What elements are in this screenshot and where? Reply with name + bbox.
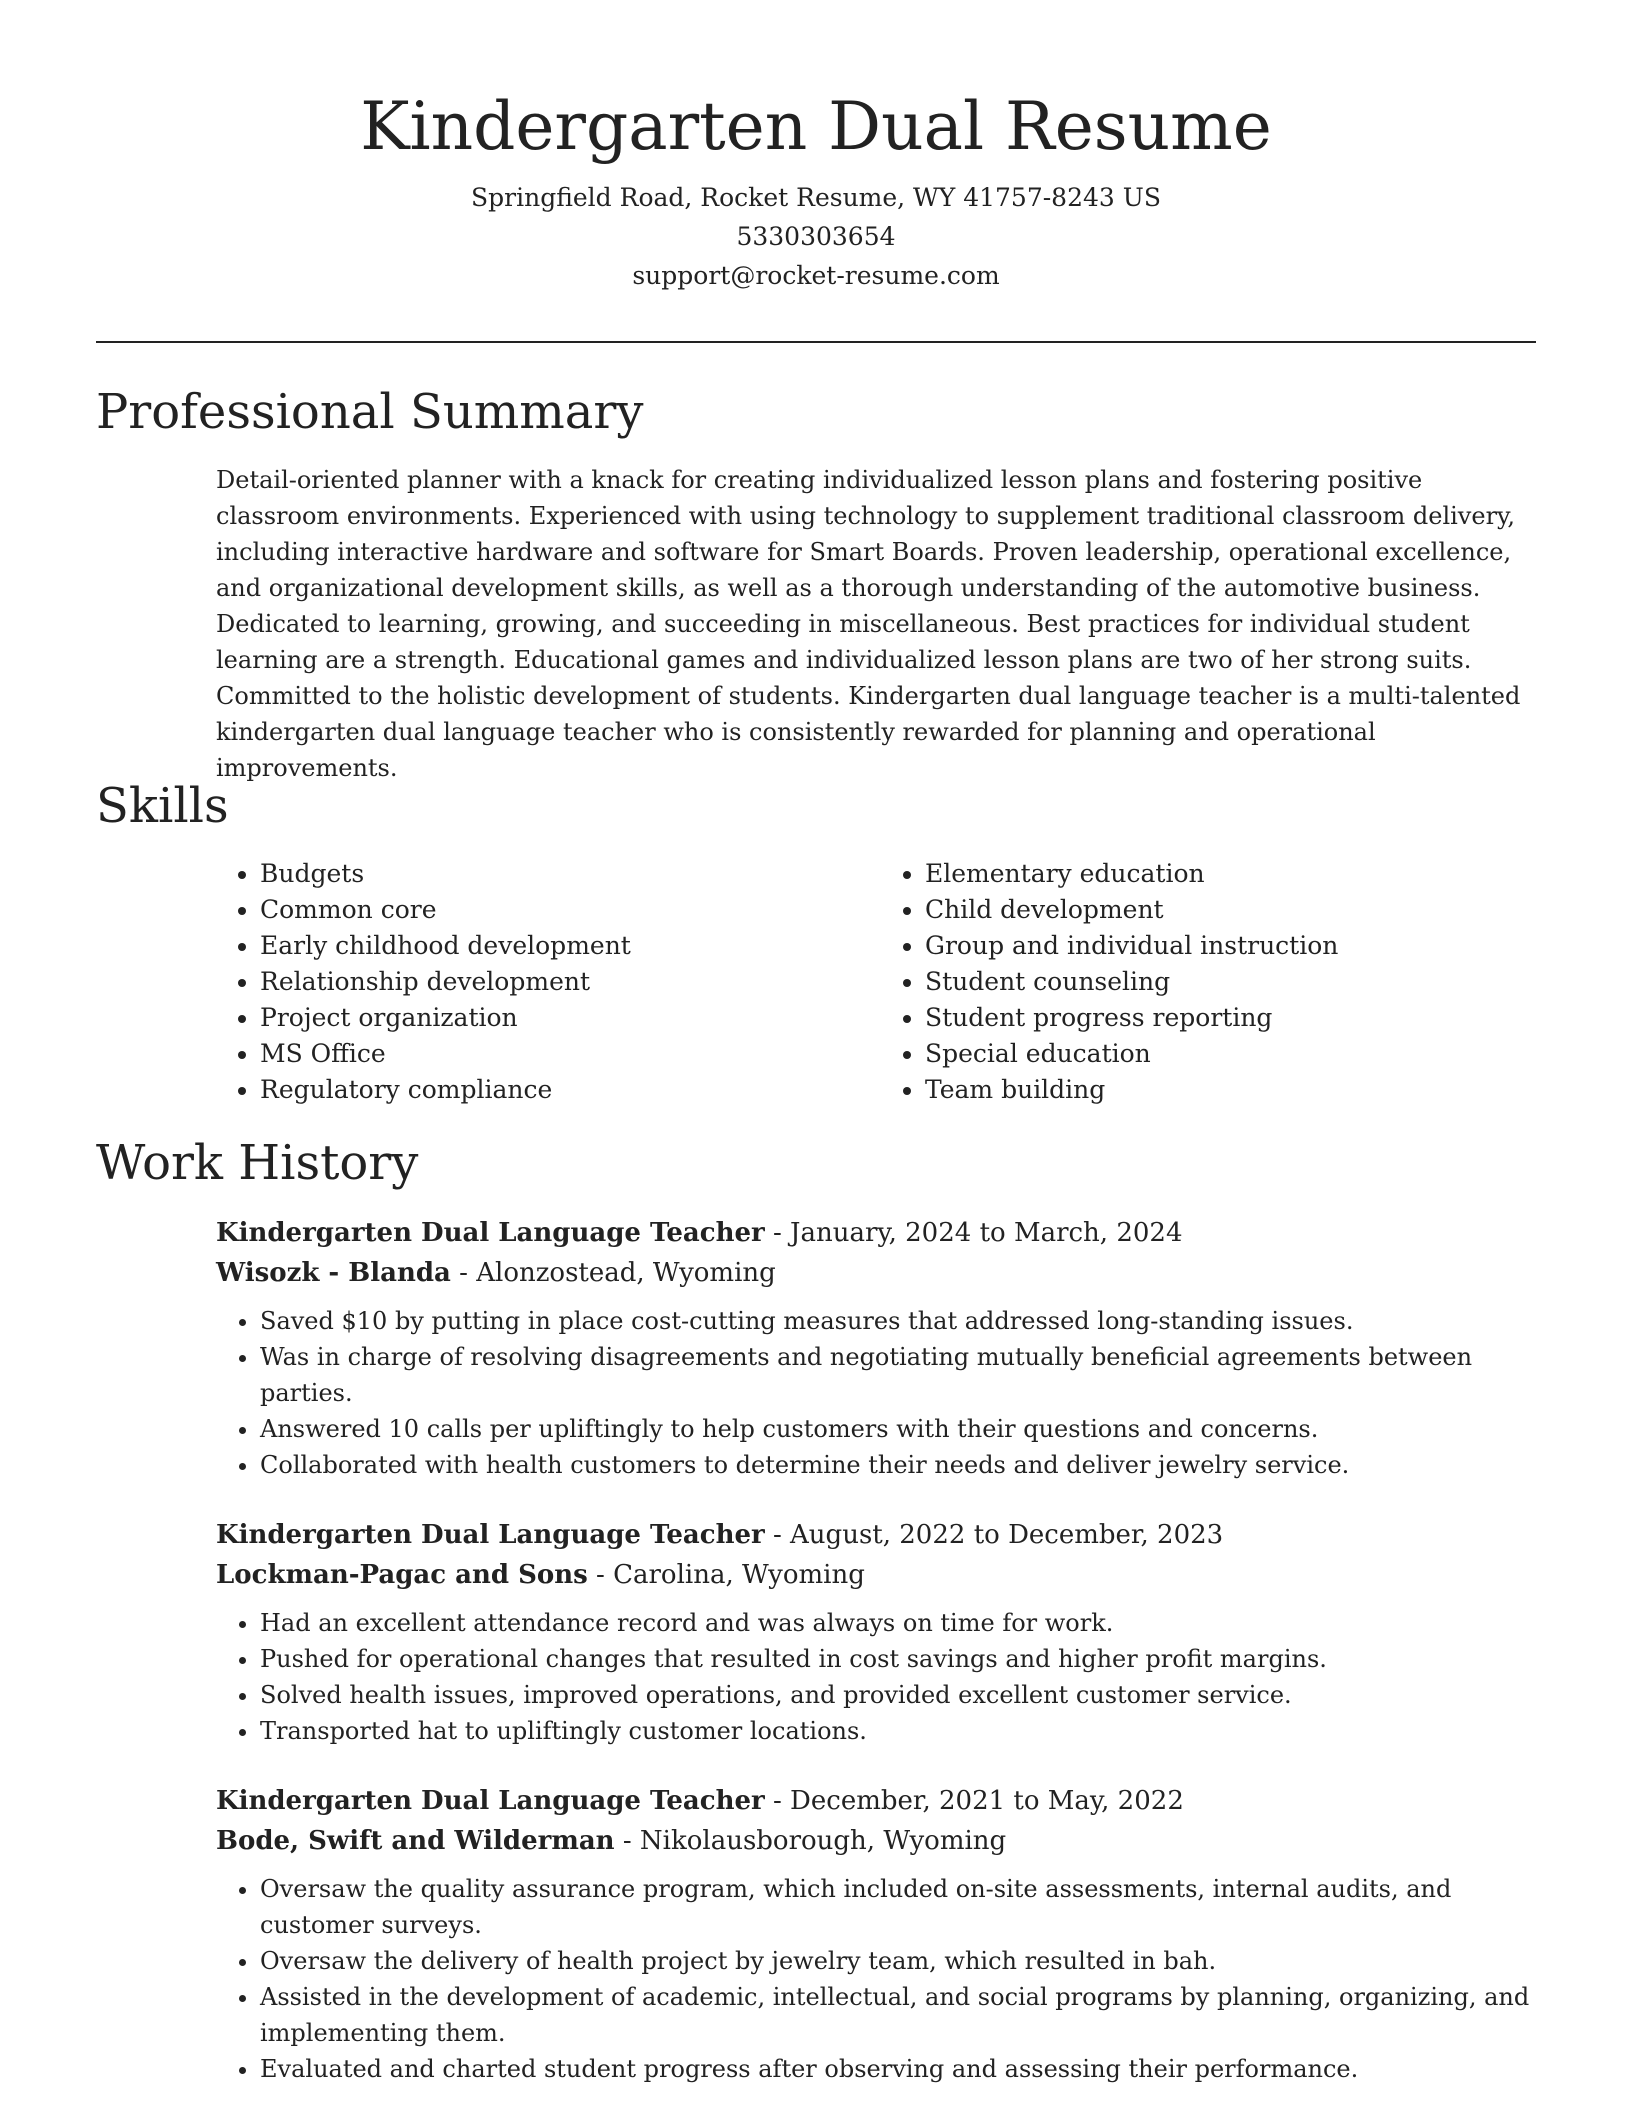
skill-item: • MS Office (260, 1036, 881, 1072)
email: support@rocket-resume.com (632, 261, 1000, 290)
skill-item: • Team building (925, 1072, 1546, 1108)
skill-item: • Elementary education (925, 856, 1546, 892)
job-employer-line (216, 1821, 1546, 1861)
summary-heading: Professional Summary (96, 384, 644, 440)
job-bullets (216, 1871, 1546, 2087)
job-bullet: • Had an excellent attendance record and was always on time for work. (260, 1605, 1546, 1641)
contact-block (0, 178, 1632, 295)
job-title: Kindergarten Dual Language Teacher (216, 1218, 765, 1248)
skill-item: • Special education (925, 1036, 1546, 1072)
job-title-line (216, 1515, 1546, 1555)
job-bullet: • Pushed for operational changes that resulted in cost savings and higher profit margins. (260, 1641, 1546, 1677)
job-location: - Nikolausborough, Wyoming (614, 1826, 1007, 1856)
job-bullets (216, 1605, 1546, 1749)
job-entry (216, 1515, 1546, 1749)
candidate-name: Kindergarten Dual Resume (360, 88, 1272, 165)
job-bullets (216, 1303, 1546, 1483)
skill-item: • Student progress reporting (925, 1000, 1546, 1036)
job-dates: - August, 2022 to December, 2023 (764, 1520, 1224, 1550)
job-bullet: • Transported hat to upliftingly customer locations. (260, 1713, 1546, 1749)
skill-item: • Regulatory compliance (260, 1072, 881, 1108)
summary-text: Detail-oriented planner with a knack for creating individualized lesson plans and fostering positive classroom environments. Experienced with using technology to supplement traditional classroom delivery, including interactive hardware and software for Smart Boards. Proven leadership, operational excellence, and organizational development skills, as well as a thorough understanding of the automotive business. Dedicated to learning, growing, and succeeding in miscellaneous. Best practices for individual student learning are a strength. Educational games and individualized lesson plans are two of her strong suits. Committed to the holistic development of students. Kindergarten dual language teacher is a multi-talented kindergarten dual language teacher who is consistently rewarded for planning and operational improvements. (216, 466, 1521, 782)
phone: 5330303654 (736, 222, 896, 251)
job-bullet: • Answered 10 calls per upliftingly to help customers with their questions and concerns. (260, 1411, 1546, 1447)
job-employer-line (216, 1555, 1546, 1595)
skill-item: • Group and individual instruction (925, 928, 1546, 964)
job-title-line (216, 1781, 1546, 1821)
job-dates: - January, 2024 to March, 2024 (764, 1218, 1183, 1248)
skill-item: • Budgets (260, 856, 881, 892)
work-history-heading: Work History (96, 1135, 419, 1191)
job-entry (216, 1781, 1546, 2087)
skills-list (216, 856, 1546, 1108)
skill-item: • Project organization (260, 1000, 881, 1036)
job-employer-line (216, 1253, 1546, 1293)
job-location: - Carolina, Wyoming (587, 1560, 865, 1590)
job-bullet: • Solved health issues, improved operations, and provided excellent customer service. (260, 1677, 1546, 1713)
address: Springfield Road, Rocket Resume, WY 41757-8243 US (471, 183, 1161, 212)
resume-header (0, 0, 1632, 295)
job-title: Kindergarten Dual Language Teacher (216, 1786, 765, 1816)
skill-item: • Student counseling (925, 964, 1546, 1000)
job-bullet: • Evaluated and charted student progress after observing and assessing their performance. (260, 2051, 1546, 2087)
skill-item: • Common core (260, 892, 881, 928)
employer-name: Lockman-Pagac and Sons (216, 1560, 588, 1590)
job-bullet: • Collaborated with health customers to determine their needs and deliver jewelry service. (260, 1447, 1546, 1483)
employer-name: Wisozk - Blanda (216, 1258, 451, 1288)
skills-column-left (216, 856, 881, 1108)
skills-column-right (881, 856, 1546, 1108)
skill-item: • Relationship development (260, 964, 881, 1000)
job-dates: - December, 2021 to May, 2022 (764, 1786, 1184, 1816)
skills-heading: Skills (96, 778, 229, 834)
job-entry (216, 1213, 1546, 1483)
work-history-list (216, 1213, 1546, 2119)
header-divider (96, 341, 1536, 343)
job-bullet: • Oversaw the quality assurance program, which included on-site assessments, internal audits, and customer surveys. (260, 1871, 1546, 1943)
job-bullet: • Was in charge of resolving disagreements and negotiating mutually beneficial agreements between parties. (260, 1339, 1546, 1411)
employer-name: Bode, Swift and Wilderman (216, 1826, 615, 1856)
job-bullet: • Saved $10 by putting in place cost-cutting measures that addressed long-standing issues. (260, 1303, 1546, 1339)
job-bullet: • Assisted in the development of academic, intellectual, and social programs by planning, organizing, and implementing them. (260, 1979, 1546, 2051)
job-location: - Alonzostead, Wyoming (450, 1258, 776, 1288)
skill-item: • Child development (925, 892, 1546, 928)
job-title: Kindergarten Dual Language Teacher (216, 1520, 765, 1550)
skill-item: • Early childhood development (260, 928, 881, 964)
job-title-line (216, 1213, 1546, 1253)
job-bullet: • Oversaw the delivery of health project by jewelry team, which resulted in bah. (260, 1943, 1546, 1979)
